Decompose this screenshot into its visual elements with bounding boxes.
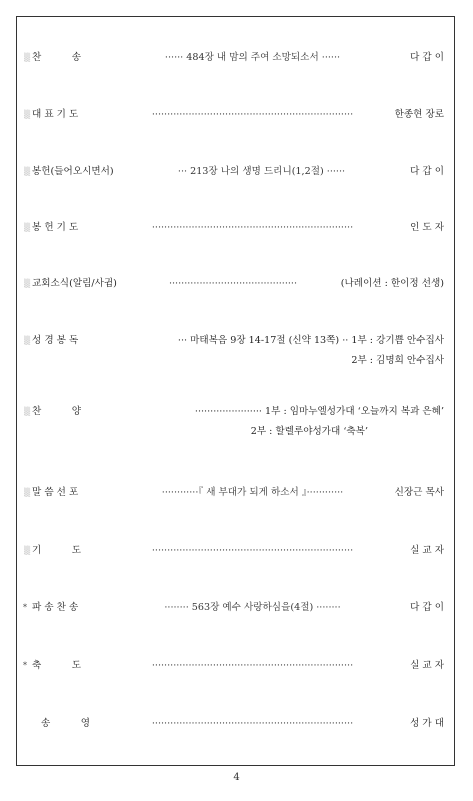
- item-label: 말 씀 선 포: [32, 487, 79, 498]
- item-label: 송 영: [41, 718, 91, 729]
- item-detail: ··········································: [168, 278, 298, 289]
- bullet-marker: ▒: [24, 488, 31, 497]
- bullet-marker: ▒: [24, 223, 31, 232]
- item-detail: ······················ 1부 : 임마누엘성가대 ‘오늘까지 복과 은혜’: [194, 406, 444, 417]
- item-detail: ······ 484장 내 맘의 주여 소망되소서 ······: [164, 52, 341, 63]
- item-label: 성 경 봉 독: [32, 335, 79, 346]
- item-detail: ··································································: [151, 718, 354, 729]
- bullet-marker: ▒: [24, 279, 31, 288]
- item-leader: 인 도 자: [410, 222, 444, 233]
- item-label: 봉 헌 기 도: [32, 222, 79, 233]
- item-leader: 다 갑 이: [410, 166, 444, 177]
- item-leader: 2부 : 김명희 안수집사: [351, 355, 444, 366]
- bullet-marker: ▒: [24, 546, 31, 555]
- bullet-marker: ▒: [24, 110, 31, 119]
- item-detail: ··································································: [151, 109, 354, 120]
- item-detail: ··· 마태복음 9장 14-17절 (신약 13쪽) ·· 1부 : 강기쁨 안수집사: [177, 335, 444, 346]
- bullet-marker: ▒: [24, 53, 31, 62]
- item-leader: 신장근 목사: [394, 487, 444, 498]
- item-label: 파 송 찬 송: [32, 602, 79, 613]
- item-leader: 한종현 장로: [394, 109, 444, 120]
- item-detail: ··································································: [151, 660, 354, 671]
- item-label: 대 표 기 도: [32, 109, 79, 120]
- item-leader: 다 갑 이: [410, 52, 444, 63]
- item-leader: 성 가 대: [410, 718, 444, 729]
- item-detail: ··································································: [151, 222, 354, 233]
- bullet-marker: ▒: [24, 336, 31, 345]
- standing-marker: *: [23, 603, 27, 612]
- bullet-marker: ▒: [24, 407, 31, 416]
- item-detail: ··· 213장 나의 생명 드리니(1,2절) ······: [177, 166, 346, 177]
- item-detail: ··································································: [151, 545, 354, 556]
- item-leader: 실 교 자: [410, 660, 444, 671]
- item-label: 축 도: [32, 660, 82, 671]
- item-label: 교회소식(알림/사귐): [32, 278, 117, 289]
- item-label: 찬 양: [32, 406, 82, 417]
- item-leader: 다 갑 이: [410, 602, 444, 613]
- bullet-marker: ▒: [24, 167, 31, 176]
- order-of-worship-frame: [16, 16, 455, 766]
- page-number: 4: [233, 772, 240, 783]
- item-label: 봉헌(들어오시면서): [32, 166, 114, 177]
- item-leader: 실 교 자: [410, 545, 444, 556]
- item-leader: 2부 : 할렐루야성가대 ‘축복’: [250, 426, 368, 437]
- item-detail: ········ 563장 예수 사랑하심을(4절) ········: [164, 602, 341, 613]
- item-label: 기 도: [32, 545, 82, 556]
- item-detail: ············『 새 부대가 되게 하소서 』············: [161, 487, 344, 498]
- item-label: 찬 송: [32, 52, 82, 63]
- standing-marker: *: [23, 661, 27, 670]
- item-leader: (나레이션 : 한이정 선생): [340, 278, 444, 289]
